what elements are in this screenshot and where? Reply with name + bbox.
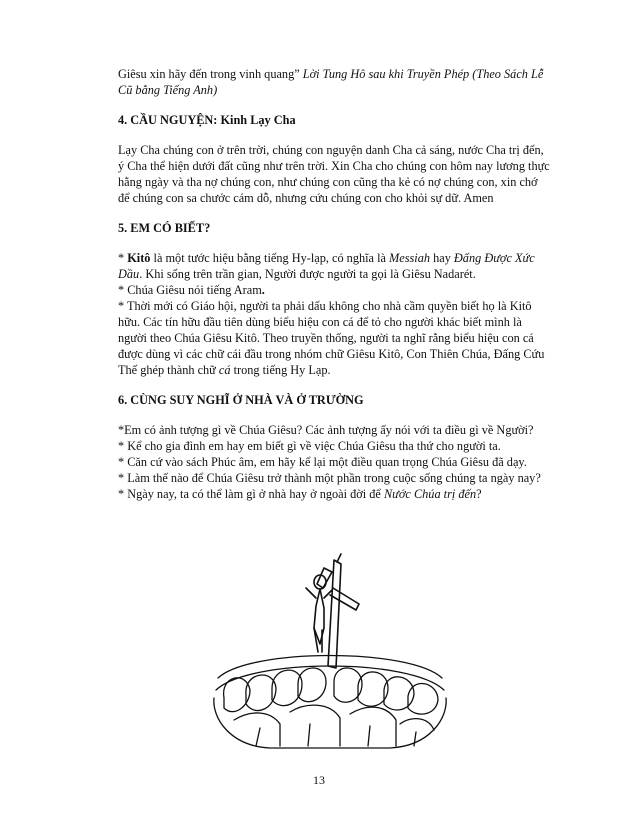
fact-text: * Thời mới có Giáo hội, người ta phải dấu không cho nhà cầm quyền biết họ là Kitô hữu. Các tín hữu đầu tiên dùng biểu hiệu con cá để tỏ cho người khác biết mình là người theo Chúa Giêsu Kitô. Theo truyền thống, người ta nghĩ rằng biểu hiệu con cá được dùng vì các chữ cái đầu trong nhóm chữ Giêsu Kitô, Con Thiên Chúa, Đấng Cứu Thế ghép thành chữ [118, 299, 545, 377]
kito-term: Kitô [127, 251, 151, 265]
question-text: * Ngày nay, ta có thể làm gì ở nhà hay ở ngoài đời để [118, 487, 384, 501]
messiah-term: Messiah [389, 251, 431, 265]
crowd-figures [214, 656, 446, 749]
fact-item-2 [118, 282, 550, 298]
intro-paragraph [118, 66, 550, 98]
fact-text: hay [430, 251, 454, 265]
crucifix-crowd-illustration [210, 548, 450, 758]
fact-text: là một tước hiệu bằng tiếng Hy-lạp, có nghĩa là [150, 251, 390, 265]
crucified-figure [306, 575, 332, 652]
reflection-question-3: * Căn cứ vào sách Phúc âm, em hãy kể lại một điều quan trọng Chúa Giêsu đã dạy. [118, 455, 527, 469]
section-4-heading: 4. CẦU NGUYỆN: Kinh Lạy Cha [118, 113, 296, 127]
fact-text: . Khi sống trên trần gian, Người được người ta gọi là Giêsu Nadarét. [139, 267, 476, 281]
document-page [118, 66, 550, 502]
fact-item-1 [118, 250, 550, 282]
reflection-question-2: * Kể cho gia đình em hay em biết gì về việc Chúa Giêsu tha thứ cho người ta. [118, 439, 501, 453]
reflection-question-4: * Làm thế nào để Chúa Giêsu trở thành một phần trong cuộc sống chúng ta ngày nay? [118, 471, 541, 485]
bullet: * [118, 251, 128, 265]
section-5-heading: 5. EM CÓ BIẾT? [118, 221, 211, 235]
fish-term: cá [218, 363, 231, 377]
question-mark: ? [476, 487, 482, 501]
fact-text: trong tiếng Hy Lạp. [230, 363, 331, 377]
reflection-question-1: *Em có ảnh tượng gì về Chúa Giêsu? Các ảnh tượng ấy nói với ta điều gì về Người? [118, 423, 534, 437]
kingdom-term: Nước Chúa trị đến [383, 487, 477, 501]
fact-item-3 [118, 298, 550, 378]
fact-text: * Chúa Giêsu nói tiếng Aram [118, 283, 262, 297]
bold-period: . [261, 283, 265, 297]
intro-text: Giêsu xin hãy đến trong vinh quang” [118, 67, 300, 81]
reflection-question-5 [118, 486, 550, 502]
section-6-heading: 6. CÙNG SUY NGHĨ Ở NHÀ VÀ Ở TRƯỜNG [118, 393, 364, 407]
lords-prayer-text: Lạy Cha chúng con ở trên trời, chúng con nguyện danh Cha cả sáng, nước Cha trị đến, ý Cha thể hiện dưới đất cũng như trên trời. Xin Cha cho chúng con hôm nay lương thực hằng ngày và tha nợ chúng con, như chúng con cũng tha kẻ có nợ chúng con, xin chớ để chúng con sa chước cám dỗ, nhưng cứu chúng con cho khỏi sự dữ. Amen [118, 143, 550, 205]
intro-citation: Lời Tung Hô sau khi Truyền Phép (Theo Sách Lễ Cũ bằng Tiếng Anh) [118, 67, 544, 97]
page-number: 13 [313, 773, 325, 787]
anointed-term: Đấng Được Xức Dầu [118, 251, 535, 281]
